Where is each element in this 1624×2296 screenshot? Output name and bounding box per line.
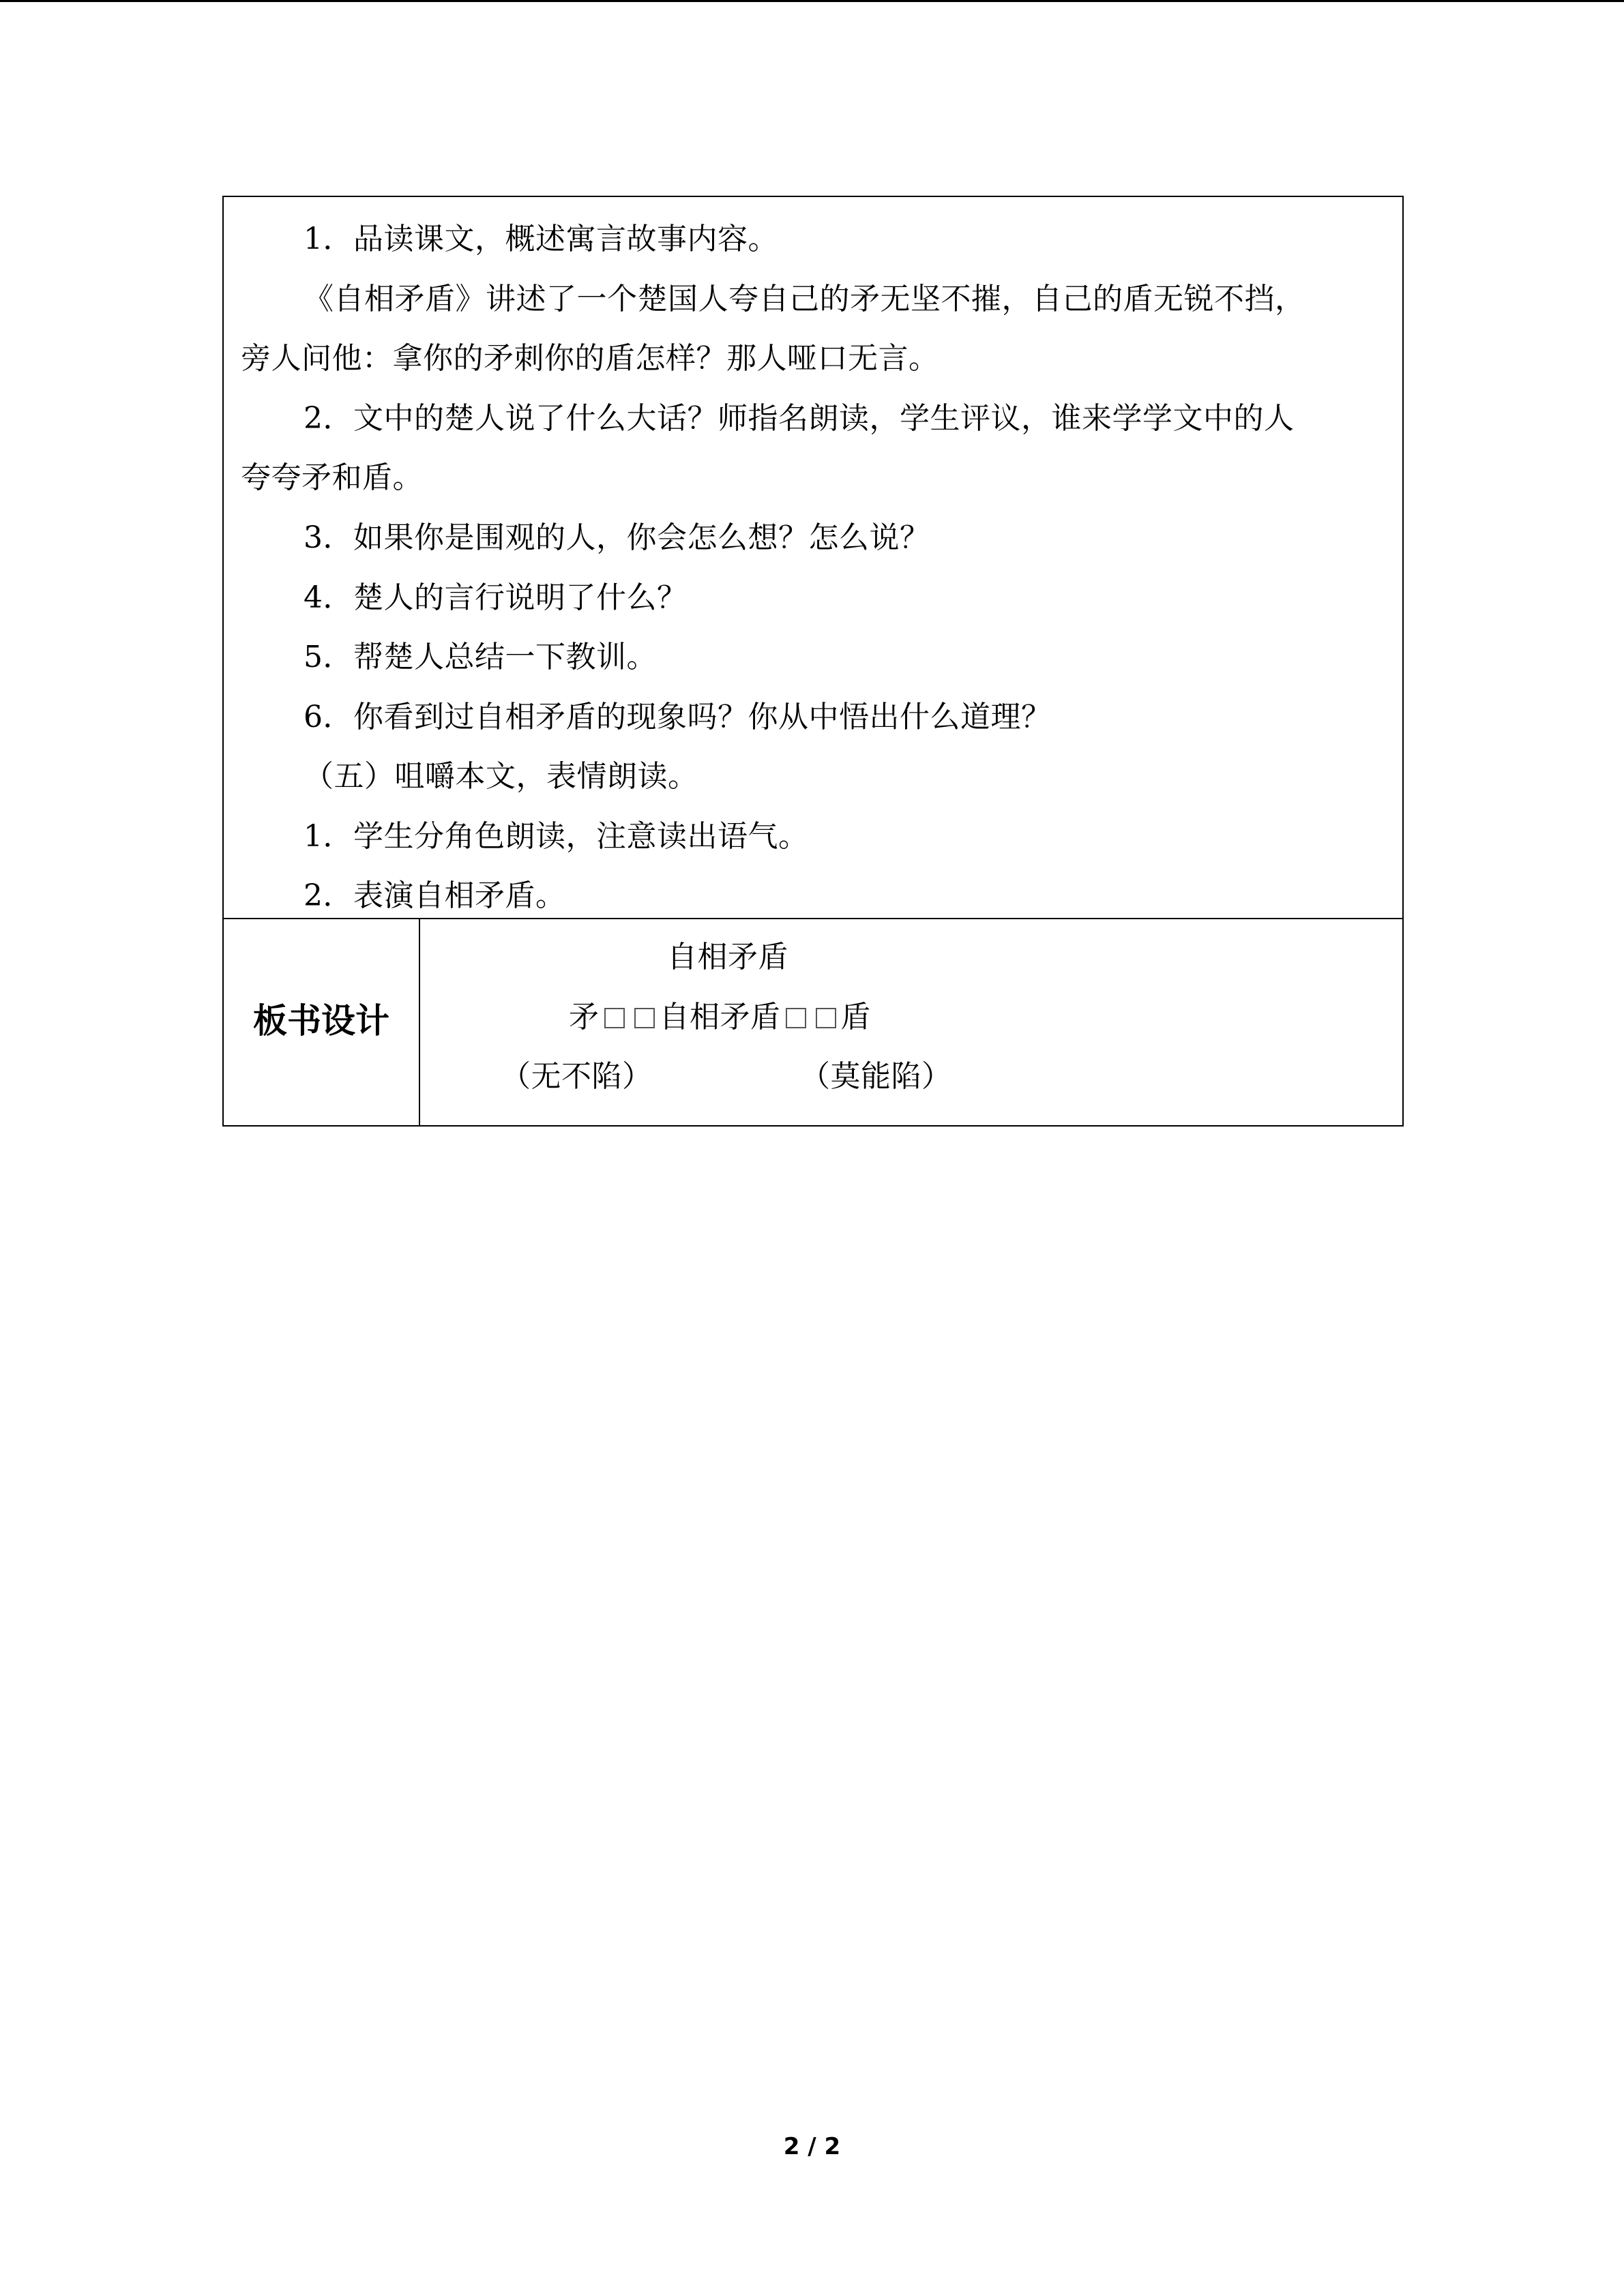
board-title: 自相矛盾 [667, 940, 788, 974]
step-6-text: 6．你看到过自相矛盾的现象吗？你从中悟出什么道理？ [304, 700, 1052, 734]
summary-line-2: 旁人问他：拿你的矛刺你的盾怎样？那人哑口无言。 [241, 341, 939, 376]
board-design-label-cell [224, 919, 420, 1125]
blank-box [634, 1008, 655, 1028]
step-4-text: 4．楚人的言行说明了什么？ [304, 580, 688, 615]
lesson-table [222, 196, 1404, 1127]
substep-1-text: 1．学生分角色朗读，注意读出语气。 [304, 819, 809, 854]
step-2-line-2: 夸夸矛和盾。 [241, 460, 423, 495]
step-5-text: 5．帮楚人总结一下教训。 [304, 640, 657, 674]
page-number: 2 / 2 [783, 2133, 841, 2160]
board-right-word: 盾 [840, 1000, 871, 1034]
blank-box [604, 1008, 625, 1028]
teaching-steps-cell [224, 197, 1402, 919]
section-5-heading: （五）咀嚼本文，表情朗读。 [304, 759, 698, 794]
board-center-word: 自相矛盾 [659, 1000, 781, 1034]
blank-box [816, 1008, 836, 1028]
blank-box [786, 1008, 806, 1028]
board-main-row [569, 997, 871, 1038]
step-3-text: 3．如果你是围观的人，你会怎么想？怎么说？ [304, 520, 930, 555]
top-rule [0, 0, 1624, 2]
board-left-note: （无不陷） [501, 1059, 653, 1094]
board-right-note: （莫能陷） [800, 1059, 952, 1094]
board-left-word: 矛 [569, 1000, 600, 1034]
board-design-label: 板书设计 [253, 1001, 389, 1041]
step-1-text: 1．品读课文，概述寓言故事内容。 [304, 222, 778, 256]
step-2-line-1: 2．文中的楚人说了什么大话？师指名朗读，学生评议，谁来学学文中的人 [304, 401, 1295, 436]
substep-2-text: 2．表演自相矛盾。 [304, 878, 566, 913]
summary-line-1: 《自相矛盾》讲述了一个楚国人夸自己的矛无坚不摧，自己的盾无锐不挡， [304, 282, 1305, 316]
board-design-content [420, 919, 1404, 1125]
